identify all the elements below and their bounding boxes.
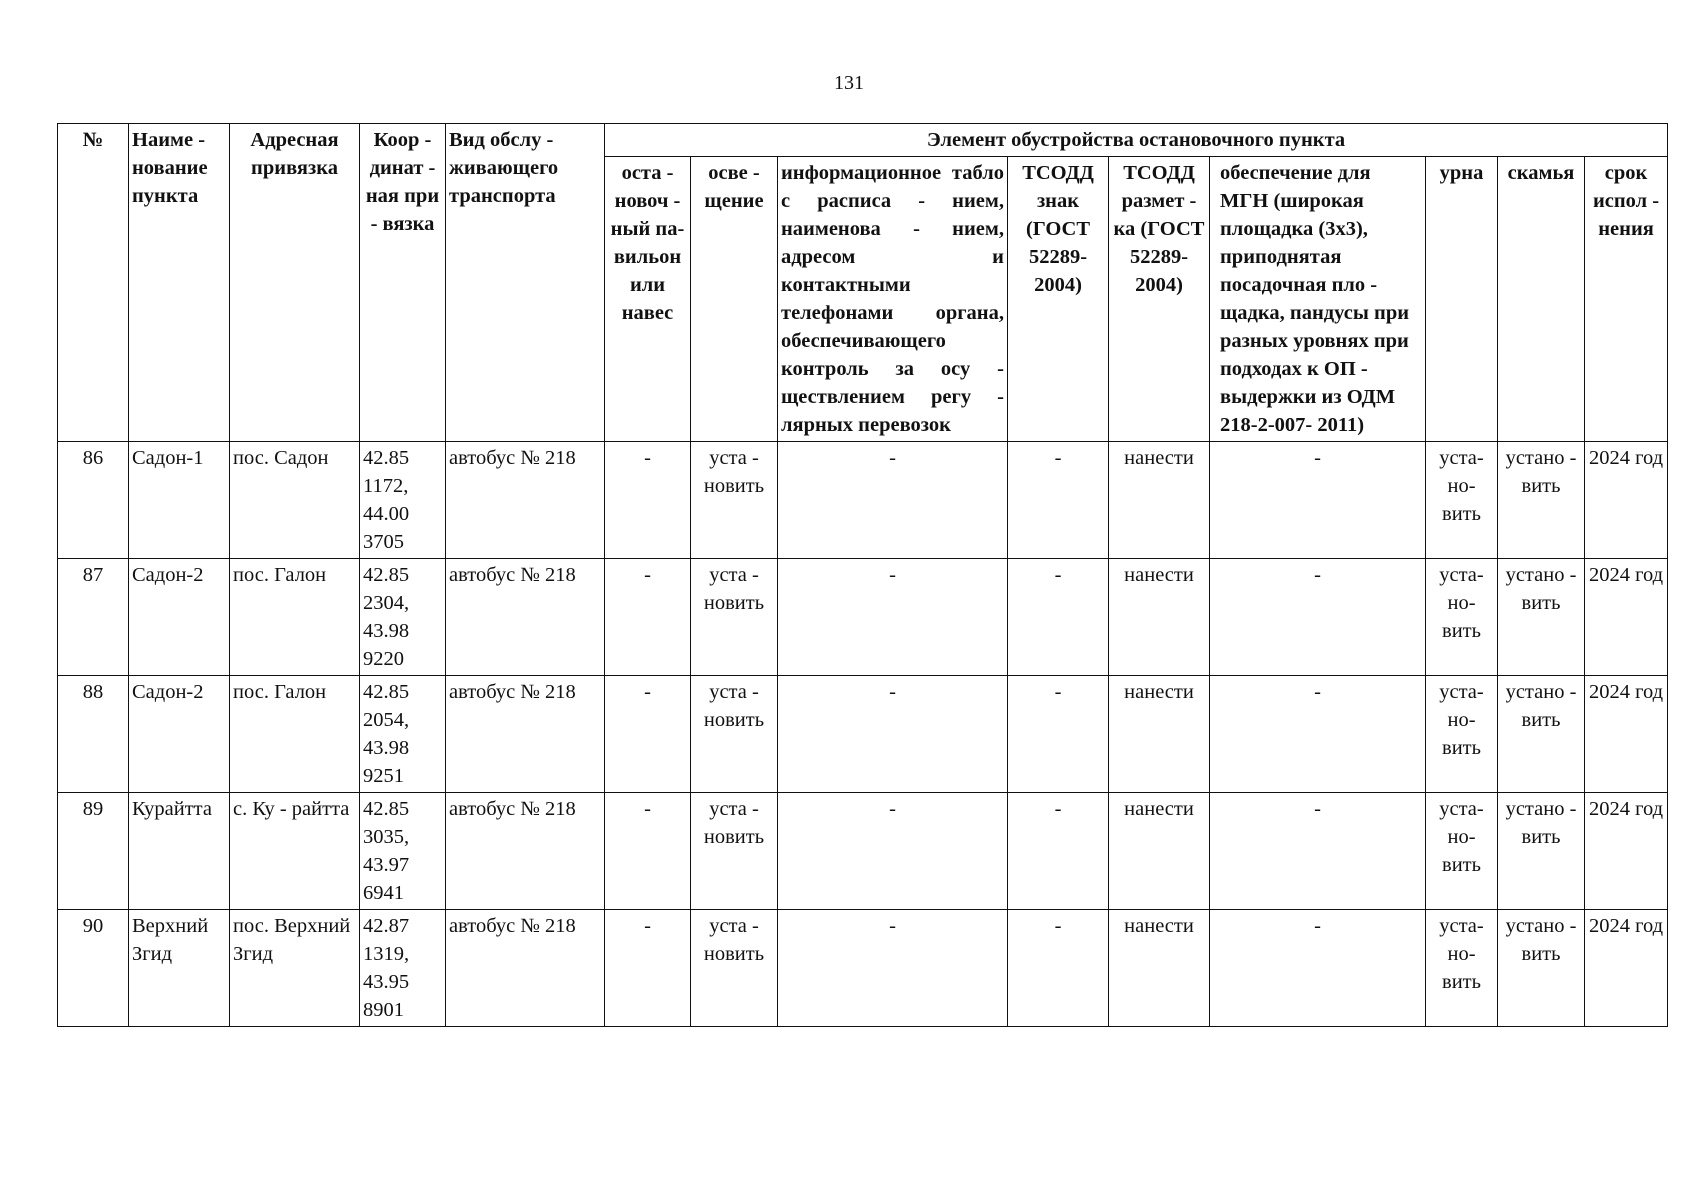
- cell-info-board: -: [778, 676, 1008, 793]
- header-urn: урна: [1426, 157, 1498, 442]
- header-coords: Коор - динат - ная при - вязка: [360, 124, 446, 442]
- cell-mgn: -: [1210, 910, 1426, 1027]
- cell-sign: -: [1008, 910, 1109, 1027]
- cell-deadline: 2024 год: [1585, 559, 1668, 676]
- cell-pavilion: -: [605, 793, 691, 910]
- table-row: [58, 676, 1668, 793]
- cell-deadline: 2024 год: [1585, 676, 1668, 793]
- cell-marking: нанести: [1109, 442, 1210, 559]
- header-lighting: осве - щение: [691, 157, 778, 442]
- cell-mgn: -: [1210, 442, 1426, 559]
- cell-address: пос. Галон: [230, 559, 360, 676]
- cell-num: 88: [58, 676, 129, 793]
- cell-mgn: -: [1210, 793, 1426, 910]
- cell-name: Садон-2: [129, 676, 230, 793]
- cell-transport: автобус № 218: [446, 559, 605, 676]
- cell-bench: устано - вить: [1498, 559, 1585, 676]
- cell-info-board: -: [778, 559, 1008, 676]
- cell-deadline: 2024 год: [1585, 793, 1668, 910]
- header-deadline: срок испол - нения: [1585, 157, 1668, 442]
- cell-info-board: -: [778, 910, 1008, 1027]
- header-num: №: [58, 124, 129, 442]
- cell-lighting: уста - новить: [691, 910, 778, 1027]
- page-number: 131: [834, 72, 864, 94]
- cell-transport: автобус № 218: [446, 910, 605, 1027]
- cell-sign: -: [1008, 559, 1109, 676]
- cell-lighting: уста - новить: [691, 676, 778, 793]
- header-sign: ТСОДД знак (ГОСТ 52289- 2004): [1008, 157, 1109, 442]
- header-group-stop-elements: Элемент обустройства остановочного пункта: [605, 124, 1668, 157]
- cell-num: 86: [58, 442, 129, 559]
- cell-pavilion: -: [605, 910, 691, 1027]
- table-row: [58, 910, 1668, 1027]
- cell-coords: 42.85 2054, 43.98 9251: [360, 676, 446, 793]
- cell-coords: 42.85 3035, 43.97 6941: [360, 793, 446, 910]
- cell-coords: 42.85 2304, 43.98 9220: [360, 559, 446, 676]
- header-bench: скамья: [1498, 157, 1585, 442]
- cell-bench: устано - вить: [1498, 442, 1585, 559]
- header-marking: ТСОДД размет - ка (ГОСТ 52289- 2004): [1109, 157, 1210, 442]
- header-row-top: [58, 124, 1668, 157]
- cell-lighting: уста - новить: [691, 793, 778, 910]
- cell-pavilion: -: [605, 559, 691, 676]
- cell-name: Курайтта: [129, 793, 230, 910]
- header-name: Наиме - нование пункта: [129, 124, 230, 442]
- cell-urn: уста- но- вить: [1426, 442, 1498, 559]
- header-address: Адресная привязка: [230, 124, 360, 442]
- cell-address: пос. Галон: [230, 676, 360, 793]
- header-pavilion: оста - новоч - ный па- вильон или навес: [605, 157, 691, 442]
- cell-sign: -: [1008, 793, 1109, 910]
- table-row: [58, 442, 1668, 559]
- cell-urn: уста- но- вить: [1426, 559, 1498, 676]
- cell-bench: устано - вить: [1498, 793, 1585, 910]
- cell-sign: -: [1008, 442, 1109, 559]
- cell-mgn: -: [1210, 676, 1426, 793]
- cell-lighting: уста - новить: [691, 559, 778, 676]
- table-row: [58, 793, 1668, 910]
- cell-coords: 42.87 1319, 43.95 8901: [360, 910, 446, 1027]
- cell-mgn: -: [1210, 559, 1426, 676]
- cell-transport: автобус № 218: [446, 793, 605, 910]
- cell-lighting: уста - новить: [691, 442, 778, 559]
- cell-marking: нанести: [1109, 559, 1210, 676]
- cell-sign: -: [1008, 676, 1109, 793]
- cell-info-board: -: [778, 793, 1008, 910]
- header-transport: Вид обслу - живающего транспорта: [446, 124, 605, 442]
- cell-num: 90: [58, 910, 129, 1027]
- table-row: [58, 559, 1668, 676]
- cell-info-board: -: [778, 442, 1008, 559]
- cell-transport: автобус № 218: [446, 442, 605, 559]
- bus-stop-table: [57, 123, 1668, 1027]
- cell-address: пос. Садон: [230, 442, 360, 559]
- cell-transport: автобус № 218: [446, 676, 605, 793]
- cell-marking: нанести: [1109, 793, 1210, 910]
- cell-pavilion: -: [605, 442, 691, 559]
- cell-bench: устано - вить: [1498, 910, 1585, 1027]
- cell-urn: уста- но- вить: [1426, 910, 1498, 1027]
- cell-urn: уста- но- вить: [1426, 676, 1498, 793]
- cell-marking: нанести: [1109, 676, 1210, 793]
- cell-deadline: 2024 год: [1585, 910, 1668, 1027]
- cell-name: Верхний Згид: [129, 910, 230, 1027]
- cell-pavilion: -: [605, 676, 691, 793]
- cell-name: Садон-2: [129, 559, 230, 676]
- cell-num: 89: [58, 793, 129, 910]
- header-mgn: обеспечение для МГН (широкая площадка (3х3), приподнятая посадочная пло - щадка, пандусы при разных уровнях при подходах к ОП - выдержки из ОДМ 218-2-007- 2011): [1210, 157, 1426, 442]
- cell-num: 87: [58, 559, 129, 676]
- cell-coords: 42.85 1172, 44.00 3705: [360, 442, 446, 559]
- cell-address: с. Ку - райтта: [230, 793, 360, 910]
- cell-urn: уста- но- вить: [1426, 793, 1498, 910]
- cell-name: Садон-1: [129, 442, 230, 559]
- cell-address: пос. Верхний Згид: [230, 910, 360, 1027]
- cell-marking: нанести: [1109, 910, 1210, 1027]
- cell-bench: устано - вить: [1498, 676, 1585, 793]
- cell-deadline: 2024 год: [1585, 442, 1668, 559]
- header-info-board: информационное табло с расписа - нием, наименова - нием, адресом и контактными телефонами органа, обеспечивающего контроль за осу - ществлением регу - лярных перевозок: [778, 157, 1008, 442]
